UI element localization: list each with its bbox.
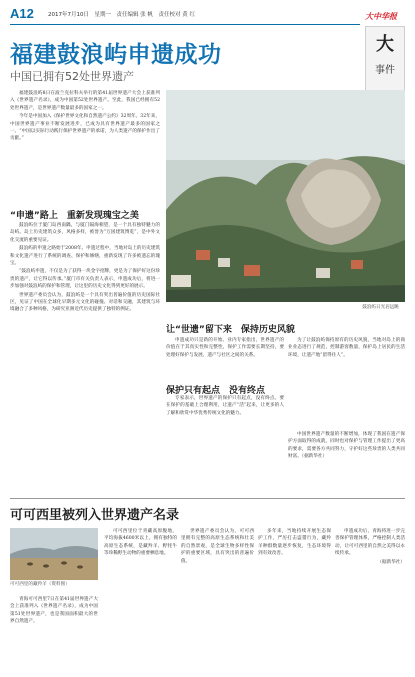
newspaper-logo: 大中华报 xyxy=(365,11,397,21)
section-4-column-1 xyxy=(104,528,177,559)
section-4-column-4 xyxy=(335,528,405,566)
body-paragraph: 申遗成功后，青海将进一步完善保护管理体系，严格控制人类活动，让可可西里的自然之美得以永续传承。 xyxy=(335,529,405,557)
header-rule xyxy=(10,24,360,25)
lead-paragraph: 福建鼓浪屿8日在波兰克拉科夫举行的第41届世界遗产大会上获准列入《世界遗产名录》，成为中国第52处世界遗产。至此，我国已经拥有52处世界遗产，是世界遗产数量最多的国家之一。 xyxy=(10,91,160,111)
body-paragraph: 青海可可西里7日在第41届世界遗产大会上获准列入《世界遗产名录》，成为中国第51处世界遗产，也是我国面积最大的世界自然遗产。 xyxy=(10,597,98,625)
body-paragraph: 可可西里位于青藏高原腹地，平均海拔4600米以上，拥有独特的高原生态系统，是藏羚羊、野牦牛等珍稀野生动物的重要栖息地。 xyxy=(104,529,177,557)
body-paragraph: 专家表示，世界遗产的保护只有起点，没有终点。要在保护的基础上合理利用，让遗产“活”起来，让更多的人了解和欣赏中华优秀传统文化的魅力。 xyxy=(166,396,284,416)
main-headline: 福建鼓浪屿申遗成功 xyxy=(10,42,222,68)
badge-line-2: 事件 xyxy=(375,65,395,76)
body-paragraph: 申遗成功只是新的开始。业内专家指出，世界遗产的价值在于其真实性和完整性，保护工作需要长期坚持，要处理好保护与发展、遗产与社区之间的关系。 xyxy=(166,338,284,358)
section-divider xyxy=(10,498,405,499)
section-3-column-a xyxy=(166,395,284,418)
section-3-column-b xyxy=(288,431,405,462)
hoh-xil-photo xyxy=(10,528,98,580)
gulangyu-photo xyxy=(166,90,405,302)
body-paragraph: 多年来，当地持续开展生态保护工作，严厉打击盗猎行为，藏羚羊种群数量逐步恢复，生态环境得到有效改善。 xyxy=(258,529,331,557)
gulangyu-photo-illustration xyxy=(166,90,405,302)
photo2-caption: 可可西里的藏羚羊（资料图） xyxy=(10,582,70,587)
lead-paragraph: 今年是中国加入《保护世界文化和自然遗产公约》32周年。32年来，中国世界遗产事业不断发展进步，已成为具有世界遗产最多的国家之一。“中国以实际行动践行保护世界遗产的承诺，为人类遗产的保护作出了贡献。” xyxy=(10,114,160,142)
body-paragraph: “鼓浪屿申遗，不仅是为了获得一块金字招牌，更是为了保护好这份珍贵的遗产，让它得以传承。”厦门市有关负责人表示，申遗成功后，将进一步加强对鼓浪屿的保护和管理，让这里的历史文化得到更好的展示。 xyxy=(10,269,160,290)
lead-column xyxy=(10,90,160,144)
section-2-column-b xyxy=(288,337,405,360)
badge-line-1: 大 xyxy=(376,34,394,55)
section-badge xyxy=(365,26,405,96)
photo-caption: 鼓浪屿日光岩远眺 xyxy=(362,305,399,310)
hoh-xil-photo-illustration xyxy=(10,528,98,580)
byline: （据新华社） xyxy=(377,559,405,565)
page-header xyxy=(10,6,405,24)
section-1-column xyxy=(10,222,160,315)
section-4-column-0 xyxy=(10,596,98,627)
body-paragraph: 鼓浪屿的申遗之路始于2008年。申遗过程中，当地对岛上的历史建筑和文化遗产进行了系统的调查、保护和修缮，重新发现了许多被遗忘的瑰宝。 xyxy=(10,246,160,267)
section-title-1: “申遗”路上 重新发现瑰宝之美 xyxy=(10,211,139,221)
section-4-column-2 xyxy=(181,528,254,566)
page-number: A12 xyxy=(10,6,34,21)
secondary-headline: 可可西里被列入世界遗产名录 xyxy=(10,508,180,523)
section-4-column-3 xyxy=(258,528,331,559)
section-2-column-a xyxy=(166,337,284,360)
main-subhead: 中国已拥有52处世界遗产 xyxy=(10,70,134,83)
body-paragraph: 鼓浪屿位于厦门岛西南隅，与厦门隔海相望，是一个具有独特魅力的岛屿。岛上历史建筑众多，风格多样，被誉为“万国建筑博览”，是中外文化交流的重要见证。 xyxy=(10,223,160,243)
body-paragraph: 中国世界遗产数量的不断增加，体现了我国在遗产保护方面取得的成就，同时也对保护与管理工作提出了更高的要求，需要各方共同努力，守护好这些珍贵的人类共同财富。（据新华社） xyxy=(288,432,405,460)
body-paragraph: 世界遗产委员会认为，鼓浪屿是一个具有突出普遍价值的历史国际社区，见证了中国在全球化早期多元文化的碰撞、对话和交融，其建筑与环境融合了多种风格，为研究亚洲近代历史提供了独特的例证。 xyxy=(10,292,160,313)
issue-meta: 2017年7月10日 星期一 责任编辑 张 帆 责任校对 黄 红 xyxy=(48,12,195,18)
section-title-2: 让“世遗”留下来 保持历史风貌 xyxy=(166,325,295,335)
section-title-3: 保护只有起点 没有终点 xyxy=(166,386,266,396)
body-paragraph: 世界遗产委员会认为，可可西里拥有完整的高原生态系统和壮美的自然景观，是全球生物多样性保护的重要区域，具有突出的普遍价值。 xyxy=(181,529,254,564)
body-paragraph: 为了让鼓浪屿保持原有的历史风貌，当地对岛上的商业业态进行了规范，控制游客数量，保护岛上居民的生活环境，让遗产地“留得住人”。 xyxy=(288,338,405,358)
